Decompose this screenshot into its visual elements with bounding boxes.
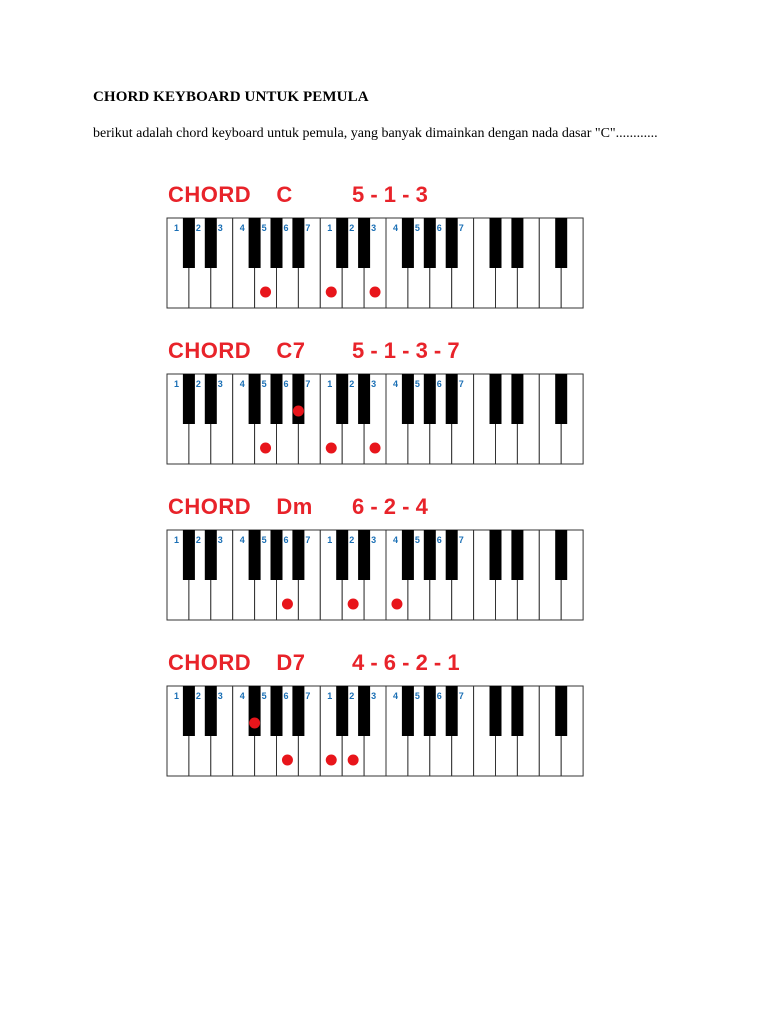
black-key — [511, 530, 523, 580]
black-key — [271, 686, 283, 736]
key-number-label: 6 — [436, 223, 442, 233]
black-key — [205, 686, 217, 736]
black-key — [183, 530, 195, 580]
key-number-label: 5 — [414, 223, 420, 233]
key-number-label: 6 — [283, 535, 289, 545]
pressed-key-marker — [282, 755, 293, 766]
black-key — [336, 374, 348, 424]
key-number-label: 6 — [283, 379, 289, 389]
black-key — [292, 218, 304, 268]
black-key — [205, 530, 217, 580]
key-number-label: 2 — [349, 223, 355, 233]
black-key — [511, 218, 523, 268]
key-number-label: 7 — [458, 691, 464, 701]
chord-d7-keyboard — [166, 685, 604, 777]
key-number-label: 1 — [327, 535, 333, 545]
key-number-label: 2 — [349, 691, 355, 701]
black-key — [358, 530, 370, 580]
key-number-label: 5 — [414, 379, 420, 389]
pressed-key-marker — [348, 755, 359, 766]
black-key — [249, 374, 261, 424]
key-number-label: 2 — [349, 379, 355, 389]
pressed-key-marker — [326, 443, 337, 454]
black-key — [402, 530, 414, 580]
chord-dm-keyboard — [166, 529, 604, 621]
black-key — [555, 374, 567, 424]
key-number-label: 6 — [436, 379, 442, 389]
key-number-label: 7 — [305, 691, 311, 701]
key-number-label: 6 — [283, 223, 289, 233]
key-number-label: 4 — [393, 535, 399, 545]
black-key — [249, 218, 261, 268]
black-key — [446, 686, 458, 736]
key-number-label: 5 — [414, 691, 420, 701]
chord-c-keyboard — [166, 217, 604, 309]
pressed-key-marker — [282, 599, 293, 610]
black-key — [424, 218, 436, 268]
key-number-label: 7 — [458, 223, 464, 233]
key-number-label: 7 — [305, 223, 311, 233]
black-key — [336, 218, 348, 268]
pressed-key-marker — [260, 287, 271, 298]
document-intro: berikut adalah chord keyboard untuk pemula, yang banyak dimainkan dengan nada dasar "C"............ — [93, 126, 658, 141]
key-number-label: 1 — [174, 379, 180, 389]
key-number-label: 2 — [195, 691, 201, 701]
pressed-key-marker — [249, 718, 260, 729]
black-key — [490, 218, 502, 268]
key-number-label: 7 — [305, 379, 311, 389]
chord-c7-label: CHORD C7 — [168, 338, 306, 363]
key-number-label: 4 — [239, 535, 245, 545]
key-number-label: 1 — [174, 535, 180, 545]
key-number-label: 1 — [327, 691, 333, 701]
black-key — [271, 218, 283, 268]
chord-c-notes: 5 - 1 - 3 — [352, 182, 428, 207]
key-number-label: 7 — [305, 535, 311, 545]
black-key — [446, 374, 458, 424]
black-key — [511, 686, 523, 736]
key-number-label: 2 — [349, 535, 355, 545]
key-number-label: 5 — [261, 535, 267, 545]
black-key — [555, 530, 567, 580]
black-key — [490, 686, 502, 736]
key-number-label: 1 — [327, 223, 333, 233]
black-key — [336, 686, 348, 736]
key-number-label: 6 — [436, 535, 442, 545]
black-key — [446, 530, 458, 580]
key-number-label: 5 — [261, 223, 267, 233]
black-key — [490, 530, 502, 580]
key-number-label: 1 — [174, 691, 180, 701]
black-key — [358, 686, 370, 736]
key-number-label: 5 — [261, 691, 267, 701]
black-key — [402, 686, 414, 736]
key-number-label: 7 — [458, 379, 464, 389]
key-number-label: 4 — [239, 691, 245, 701]
black-key — [446, 218, 458, 268]
key-number-label: 4 — [393, 691, 399, 701]
black-key — [271, 374, 283, 424]
black-key — [358, 374, 370, 424]
black-key — [205, 218, 217, 268]
pressed-key-marker — [370, 443, 381, 454]
key-number-label: 5 — [261, 379, 267, 389]
key-number-label: 3 — [371, 691, 377, 701]
black-key — [336, 530, 348, 580]
black-key — [292, 686, 304, 736]
pressed-key-marker — [348, 599, 359, 610]
key-number-label: 4 — [393, 379, 399, 389]
pressed-key-marker — [391, 599, 402, 610]
key-number-label: 4 — [393, 223, 399, 233]
black-key — [402, 218, 414, 268]
black-key — [424, 686, 436, 736]
pressed-key-marker — [326, 755, 337, 766]
key-number-label: 1 — [174, 223, 180, 233]
black-key — [424, 374, 436, 424]
black-key — [555, 686, 567, 736]
pressed-key-marker — [326, 287, 337, 298]
key-number-label: 6 — [283, 691, 289, 701]
document-title: CHORD KEYBOARD UNTUK PEMULA — [93, 89, 369, 105]
black-key — [249, 530, 261, 580]
black-key — [271, 530, 283, 580]
black-key — [402, 374, 414, 424]
chord-dm-notes: 6 - 2 - 4 — [352, 494, 428, 519]
key-number-label: 5 — [414, 535, 420, 545]
key-number-label: 3 — [217, 691, 223, 701]
key-number-label: 2 — [195, 379, 201, 389]
black-key — [490, 374, 502, 424]
pressed-key-marker — [260, 443, 271, 454]
black-key — [205, 374, 217, 424]
key-number-label: 7 — [458, 535, 464, 545]
black-key — [183, 218, 195, 268]
key-number-label: 3 — [371, 223, 377, 233]
key-number-label: 3 — [371, 535, 377, 545]
key-number-label: 1 — [327, 379, 333, 389]
chord-c7-notes: 5 - 1 - 3 - 7 — [352, 338, 460, 363]
key-number-label: 3 — [217, 223, 223, 233]
pressed-key-marker — [370, 287, 381, 298]
black-key — [511, 374, 523, 424]
key-number-label: 3 — [371, 379, 377, 389]
black-key — [358, 218, 370, 268]
black-key — [424, 530, 436, 580]
key-number-label: 3 — [217, 535, 223, 545]
black-key — [183, 686, 195, 736]
key-number-label: 6 — [436, 691, 442, 701]
key-number-label: 3 — [217, 379, 223, 389]
chord-dm-label: CHORD Dm — [168, 494, 313, 519]
black-key — [555, 218, 567, 268]
key-number-label: 4 — [239, 223, 245, 233]
chord-c-label: CHORD C — [168, 182, 293, 207]
key-number-label: 4 — [239, 379, 245, 389]
key-number-label: 2 — [195, 223, 201, 233]
black-key — [183, 374, 195, 424]
chord-d7-label: CHORD D7 — [168, 650, 306, 675]
chord-c7-keyboard — [166, 373, 604, 465]
pressed-key-marker — [293, 406, 304, 417]
chord-d7-notes: 4 - 6 - 2 - 1 — [352, 650, 460, 675]
key-number-label: 2 — [195, 535, 201, 545]
black-key — [292, 530, 304, 580]
